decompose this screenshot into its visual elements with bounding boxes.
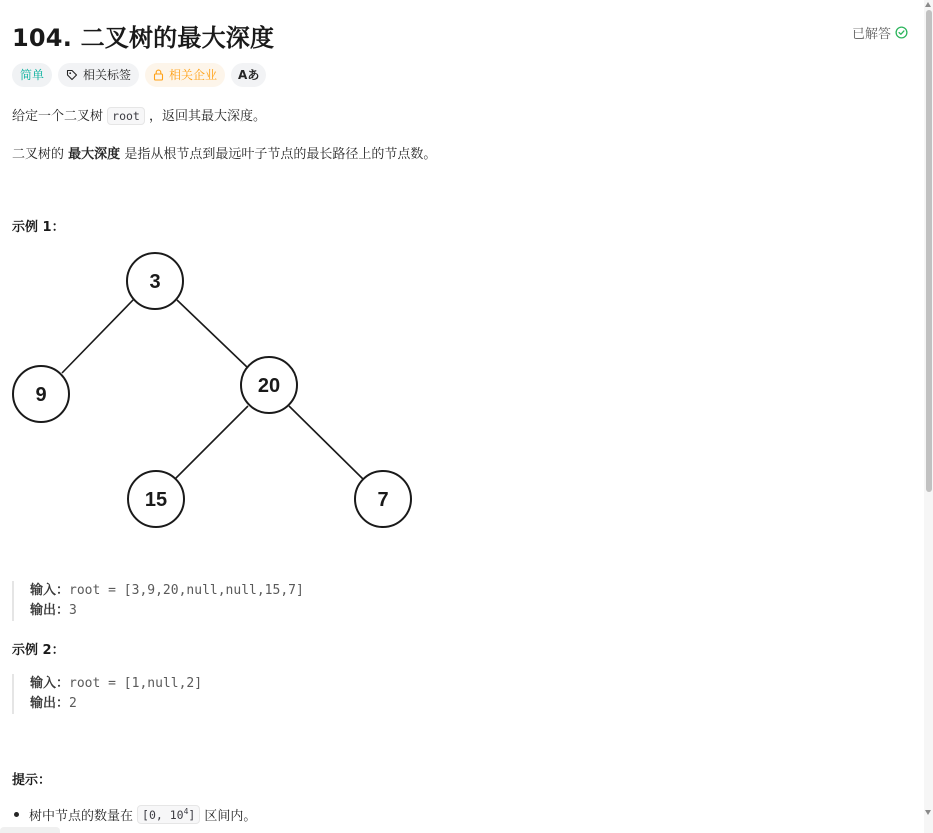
scroll-up-arrow-icon[interactable] xyxy=(925,2,931,7)
emphasis-text: 最大深度 xyxy=(68,147,121,162)
node-label: 9 xyxy=(35,384,47,406)
description-text: 给定一个二叉树 xyxy=(12,109,104,124)
description-line-1 xyxy=(12,105,266,124)
example-1-io-block xyxy=(12,581,304,621)
related-tags-button[interactable] xyxy=(58,63,139,87)
tree-node-right-right xyxy=(355,471,411,527)
tree-node-right xyxy=(241,357,297,413)
example-2-io-block xyxy=(12,674,202,714)
inline-code: root xyxy=(107,107,145,125)
input-label: 输入： xyxy=(30,676,70,691)
tree-node-left xyxy=(13,366,69,422)
tag-bar xyxy=(12,63,266,87)
example-2-heading: 示例 2： xyxy=(12,643,65,658)
hint-text: 区间内。 xyxy=(204,809,257,824)
output-label: 输出： xyxy=(30,603,70,618)
input-value: root = [1,null,2] xyxy=(69,676,203,691)
scrollbar-thumb[interactable] xyxy=(926,10,932,492)
node-label: 15 xyxy=(144,489,168,511)
related-tags-label: 相关标签 xyxy=(83,68,132,82)
example-1-output xyxy=(30,601,304,621)
tree-edge xyxy=(177,300,248,368)
check-circle-icon xyxy=(895,26,908,39)
tag-icon xyxy=(66,69,78,81)
node-label: 20 xyxy=(257,375,281,397)
translate-button[interactable] xyxy=(231,63,266,87)
description-line-2 xyxy=(12,143,436,162)
description-text: 二叉树的 xyxy=(12,147,65,162)
tree-edge xyxy=(62,299,134,373)
tree-edge xyxy=(174,406,248,480)
related-companies-label: 相关企业 xyxy=(169,68,218,82)
example-1-heading: 示例 1： xyxy=(12,220,65,235)
description-text: 是指从根节点到最远叶子节点的最长路径上的节点数。 xyxy=(124,147,437,162)
difficulty-badge: 简单 xyxy=(12,63,52,87)
hints-heading: 提示： xyxy=(12,773,52,788)
hint-text: 树中节点的数量在 xyxy=(29,809,134,824)
input-label: 输入： xyxy=(30,583,70,598)
example-1-input xyxy=(30,581,304,601)
translate-icon: Aあ xyxy=(238,68,260,82)
output-label: 输出： xyxy=(30,696,70,711)
hint-code-base: [0, 10 xyxy=(142,807,184,822)
solved-status[interactable] xyxy=(852,23,908,42)
bottom-edge-strip xyxy=(0,827,60,833)
tree-edge xyxy=(289,406,364,480)
bullet-dot xyxy=(14,812,19,817)
tree-node-right-left xyxy=(128,471,184,527)
related-companies-button[interactable] xyxy=(145,63,225,87)
tree-node-root xyxy=(127,253,183,309)
title-row xyxy=(12,18,912,52)
output-value: 3 xyxy=(69,603,77,618)
input-value: root = [3,9,20,null,null,15,7] xyxy=(69,583,304,598)
problem-title[interactable]: 104. 二叉树的最大深度 xyxy=(12,24,275,52)
vertical-scrollbar[interactable] xyxy=(924,0,933,833)
hint-code-end: ] xyxy=(188,807,196,822)
lock-icon xyxy=(153,69,164,81)
description-text: ，返回其最大深度。 xyxy=(149,109,267,124)
example-2-output xyxy=(30,694,202,714)
hint-code-exponent: 4 xyxy=(183,807,189,817)
hint-item xyxy=(12,805,256,824)
example-2-input xyxy=(30,674,202,694)
hint-code xyxy=(137,805,200,824)
scroll-down-arrow-icon[interactable] xyxy=(925,810,931,815)
solved-label: 已解答 xyxy=(851,27,891,42)
example-1-tree-diagram xyxy=(12,250,422,535)
node-label: 7 xyxy=(377,489,389,511)
node-label: 3 xyxy=(149,271,161,293)
output-value: 2 xyxy=(69,696,77,711)
